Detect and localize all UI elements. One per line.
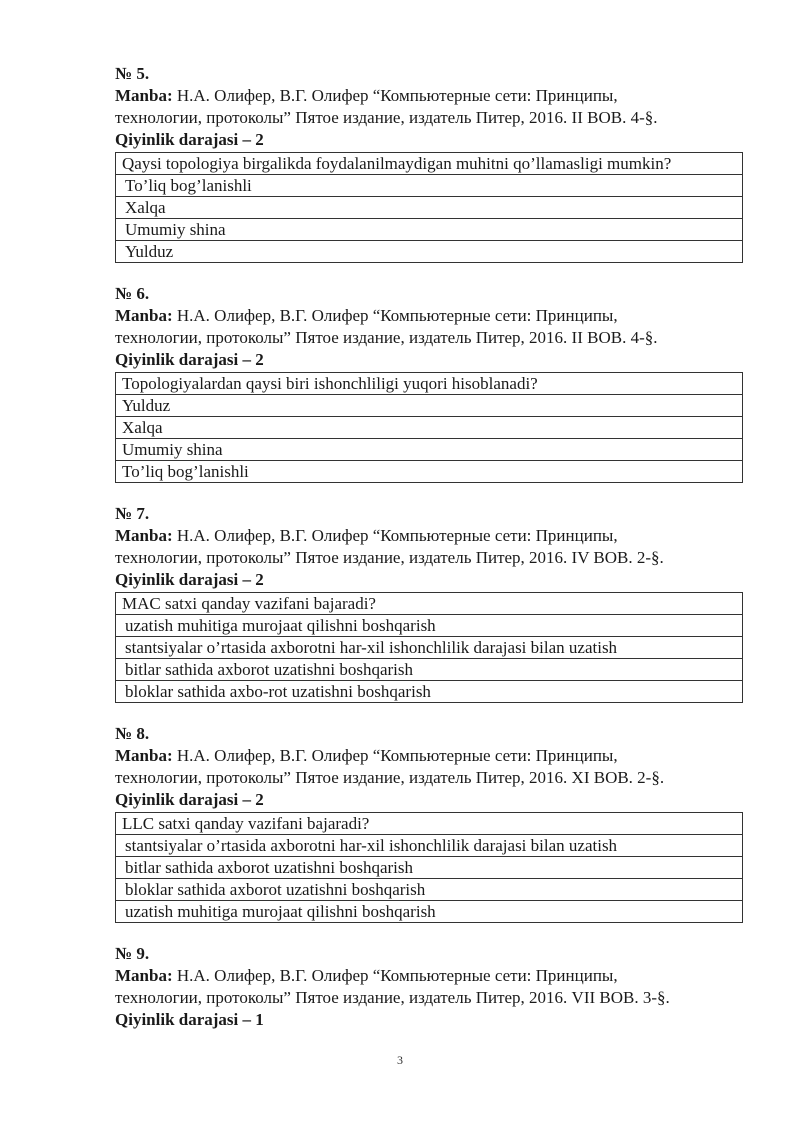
- source-text: Н.А. Олифер, В.Г. Олифер “Компьютерные сети: Принципы,: [172, 526, 618, 545]
- source-line: [115, 525, 743, 547]
- answer-table: [115, 152, 743, 263]
- source-label: Manba:: [115, 966, 173, 985]
- source-label: Manba:: [115, 86, 173, 105]
- question-number: № 8.: [115, 724, 150, 743]
- answer-table: [115, 812, 743, 923]
- source-line-continued: технологии, протоколы” Пятое издание, издатель Питер, 2016. XI BOB. 2-§.: [115, 768, 665, 787]
- question-text: Topologiyalardan qaysi biri ishonchliligi yuqori hisoblanadi?: [116, 373, 743, 395]
- question-block: [115, 283, 743, 483]
- document-body: [115, 63, 743, 1051]
- source-text: Н.А. Олифер, В.Г. Олифер “Компьютерные сети: Принципы,: [172, 306, 618, 325]
- question-number: № 7.: [115, 504, 150, 523]
- source-line-continued: технологии, протоколы” Пятое издание, издатель Питер, 2016. II BOB. 4-§.: [115, 328, 658, 347]
- difficulty-level: Qiyinlik darajasi – 2: [115, 130, 264, 149]
- question-block: [115, 503, 743, 703]
- source-label: Manba:: [115, 746, 173, 765]
- answer-option: Yulduz: [116, 241, 743, 263]
- question-number: № 9.: [115, 944, 150, 963]
- question-block: [115, 63, 743, 263]
- answer-option: bitlar sathida axborot uzatishni boshqarish: [116, 659, 743, 681]
- source-line-continued: технологии, протоколы” Пятое издание, издатель Питер, 2016. II BOB. 4-§.: [115, 108, 658, 127]
- answer-option: Yulduz: [116, 395, 743, 417]
- answer-option: To’liq bog’lanishli: [116, 175, 743, 197]
- source-text: Н.А. Олифер, В.Г. Олифер “Компьютерные сети: Принципы,: [172, 746, 618, 765]
- page-number: 3: [397, 1053, 403, 1067]
- answer-option: To’liq bog’lanishli: [116, 461, 743, 483]
- source-label: Manba:: [115, 306, 173, 325]
- source-line-continued: технологии, протоколы” Пятое издание, издатель Питер, 2016. IV BOB. 2-§.: [115, 548, 664, 567]
- question-number: № 6.: [115, 284, 150, 303]
- source-line-continued: технологии, протоколы” Пятое издание, издатель Питер, 2016. VII BOB. 3-§.: [115, 988, 670, 1007]
- answer-option: bloklar sathida axborot uzatishni boshqarish: [116, 879, 743, 901]
- question-block: [115, 723, 743, 923]
- answer-table: [115, 592, 743, 703]
- question-text: MAC satxi qanday vazifani bajaradi?: [116, 593, 743, 615]
- source-text: Н.А. Олифер, В.Г. Олифер “Компьютерные сети: Принципы,: [172, 86, 618, 105]
- question-number: № 5.: [115, 64, 150, 83]
- question-text: Qaysi topologiya birgalikda foydalanilmaydigan muhitni qo’llamasligi mumkin?: [116, 153, 743, 175]
- source-text: Н.А. Олифер, В.Г. Олифер “Компьютерные сети: Принципы,: [172, 966, 618, 985]
- source-line: [115, 85, 743, 107]
- difficulty-level: Qiyinlik darajasi – 2: [115, 570, 264, 589]
- answer-option: bitlar sathida axborot uzatishni boshqarish: [116, 857, 743, 879]
- answer-option: Xalqa: [116, 197, 743, 219]
- answer-option: bloklar sathida axbo-rot uzatishni boshqarish: [116, 681, 743, 703]
- difficulty-level: Qiyinlik darajasi – 2: [115, 350, 264, 369]
- answer-option: stantsiyalar o’rtasida axborotni har-xil ishonchlilik darajasi bilan uzatish: [116, 637, 743, 659]
- difficulty-level: Qiyinlik darajasi – 1: [115, 1010, 264, 1029]
- question-text: LLC satxi qanday vazifani bajaradi?: [116, 813, 743, 835]
- source-label: Manba:: [115, 526, 173, 545]
- answer-option: uzatish muhitiga murojaat qilishni boshqarish: [116, 901, 743, 923]
- difficulty-level: Qiyinlik darajasi – 2: [115, 790, 264, 809]
- answer-table: [115, 372, 743, 483]
- answer-option: uzatish muhitiga murojaat qilishni boshqarish: [116, 615, 743, 637]
- source-line: [115, 745, 743, 767]
- answer-option: Umumiy shina: [116, 439, 743, 461]
- question-block: [115, 943, 743, 1031]
- source-line: [115, 965, 743, 987]
- source-line: [115, 305, 743, 327]
- answer-option: stantsiyalar o’rtasida axborotni har-xil ishonchlilik darajasi bilan uzatish: [116, 835, 743, 857]
- answer-option: Umumiy shina: [116, 219, 743, 241]
- answer-option: Xalqa: [116, 417, 743, 439]
